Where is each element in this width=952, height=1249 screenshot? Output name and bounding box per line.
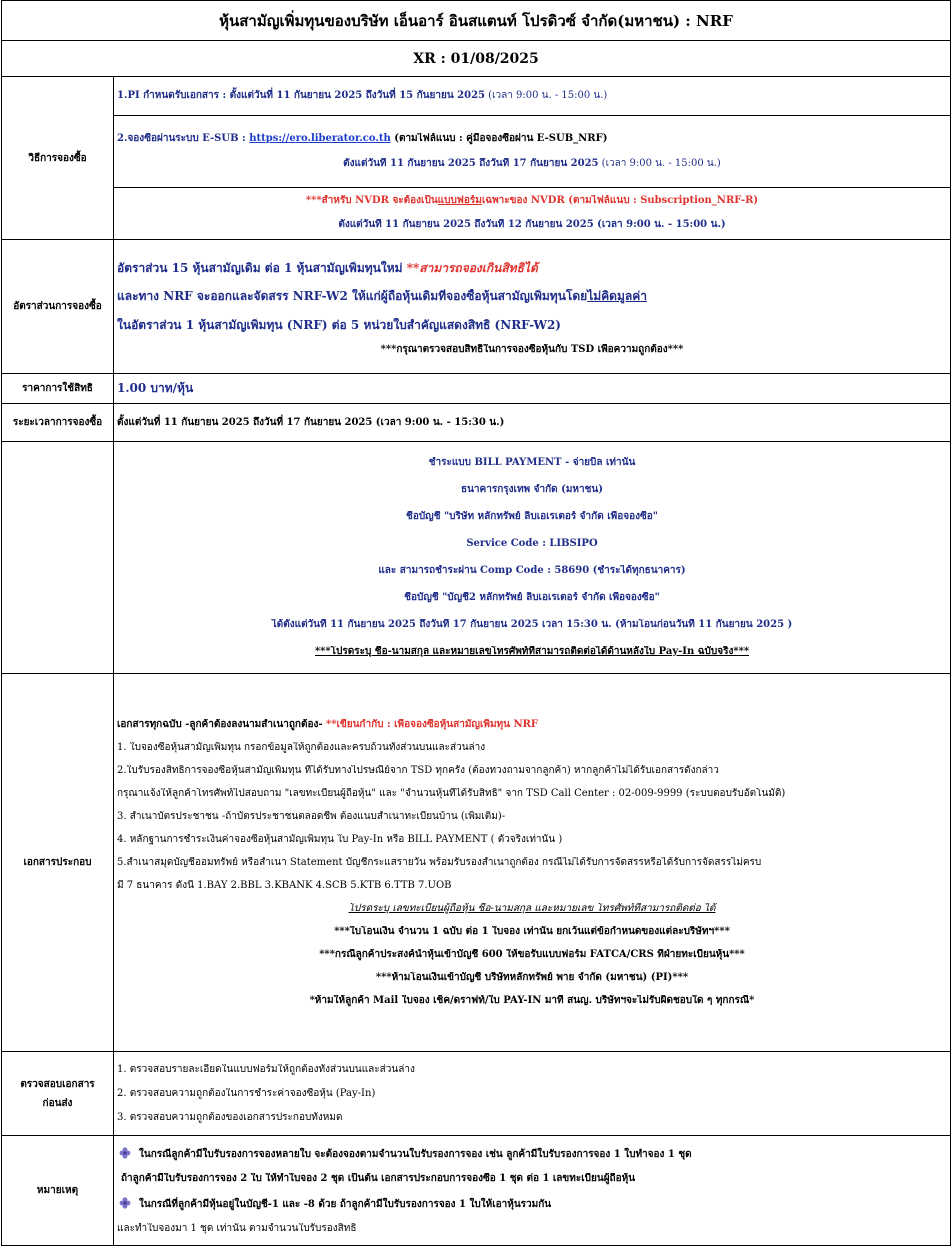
nvdr-line xyxy=(117,195,947,207)
esub-dates-line xyxy=(117,158,947,170)
period-label: ระยะเวลาการจองซื้อ xyxy=(2,404,114,442)
payment-note: ***โปรดระบุ ชื่อ-นามสกุล และหมายเลขโทรศัพท์ที่สามารถติดต่อได้ด้านหลังใบ Pay-In ฉบับจริง*** xyxy=(314,646,750,657)
check-label xyxy=(2,1052,114,1136)
ratio-check-note: ***กรุณาตรวจสอบสิทธิในการจองซื้อหุ้นกับ TSD เพื่อความถูกต้อง*** xyxy=(380,344,684,356)
document-item-5: 5.สำเนาสมุดบัญชีออมทรัพย์ หรือสำเนา Statement บัญชีกระแสรายวัน พร้อมรับรองสำเนาถูกต้อง กรณีไม่ได้รับการจัดสรรหรือได้รับการจัดสรรไม่ครบ xyxy=(117,856,762,868)
document-title: หุ้นสามัญเพิ่มทุนของบริษัท เอ็นอาร์ อินสแตนท์ โปรดิวซ์ จำกัด(มหาชน) : NRF xyxy=(2,1,951,41)
remark-line-1 xyxy=(117,1147,947,1161)
documents-heading-red: **เขียนกำกับ : เพื่อจองซื้อหุ้นสามัญเพิ่มทุน NRF xyxy=(326,718,539,730)
documents-note-2: ***ใบโอนเงิน จำนวน 1 ฉบับ ต่อ 1 ใบจอง เท่านั้น ยกเว้นแต่ข้อกำหนดของแต่ละบริษัทฯ*** xyxy=(334,925,730,937)
payment-line-5: และ สามารถชำระผ่าน Comp Code : 58690 (ชำระได้ทุกธนาคาร) xyxy=(378,565,686,576)
ratio-cell xyxy=(114,240,951,374)
nvdr-pre: ***สำหรับ NVDR จะต้องเป็น xyxy=(305,195,438,207)
check-label-line-1: ตรวจสอบเอกสาร xyxy=(20,1078,95,1090)
flower-bullet-icon xyxy=(119,1197,131,1209)
check-cell xyxy=(114,1052,951,1136)
esub-prefix: 2.จองซื้อผ่านระบบ E-SUB : xyxy=(117,132,250,144)
subscription-info-table xyxy=(1,0,951,1246)
document-item-4: 4. หลักฐานการชำระเงินค่าจองซื้อหุ้นสามัญเพิ่มทุน ใบ Pay-In หรือ BILL PAYMENT ( ตัวจริงเท่านั้น ) xyxy=(117,833,563,845)
documents-note-5: *ห้ามให้ลูกค้า Mail ใบจอง เช็ค/ดราฟท์/ใบ PAY-IN มาที่ สนญ. บริษัทฯจะไม่รับผิดชอบใด ๆ ทุกกรณี* xyxy=(309,994,755,1006)
price-value: 1.00 บาท/หุ้น xyxy=(114,374,951,404)
documents-note-4: ***ห้ามโอนเงินเข้าบัญชี บริษัทหลักทรัพย์ พาย จำกัด (มหาชน) (PI)*** xyxy=(375,971,689,983)
esub-line xyxy=(117,133,947,145)
documents-heading xyxy=(117,719,947,731)
document-item-2: 2.ใบรับรองสิทธิการจองซื้อหุ้นสามัญเพิ่มทุน ที่ได้รับทางไปรษณีย์จาก TSD ทุกครั้ง (ต้องทวงถามจากลูกค้า) หากลูกค้าไม่ได้รับเอกสารดังกล่าว xyxy=(117,764,719,776)
document-item-5-banks: มี 7 ธนาคาร ดังนี้ 1.BAY 2.BBL 3.KBANK 4.SCB 5.KTB 6.TTB 7.UOB xyxy=(117,879,452,891)
esub-dates: ตั้งแต่วันที่ 11 กันยายน 2025 ถึงวันที่ 17 กันยายน 2025 xyxy=(343,157,599,169)
document-item-2-cont: กรุณาแจ้งให้ลูกค้าโทรศัพท์ไปสอบถาม "เลขทะเบียนผู้ถือหุ้น" และ "จำนวนหุ้นที่ได้รับสิทธิ" จาก TSD Call Center : 02-009-9999 (ระบบตอบรับอัตโนมัติ) xyxy=(117,787,786,799)
esub-suffix: (ตามไฟล์แนบ : คู่มือจองซื้อผ่าน E-SUB_NRF) xyxy=(390,132,608,144)
document-item-1: 1. ใบจองซื้อหุ้นสามัญเพิ่มทุน กรอกข้อมูลให้ถูกต้องและครบถ้วนทั้งส่วนบนและส่วนล่าง xyxy=(117,741,486,753)
payment-line-3: ชื่อบัญชี "บริษัท หลักทรัพย์ ลิบเอเรเตอร์ จำกัด เพื่อจองซื้อ" xyxy=(406,511,658,522)
payment-line-6: ชื่อบัญชี "บัญชี2 หลักทรัพย์ ลิบเอเรเตอร์ จำกัด เพื่อจองซื้อ" xyxy=(404,592,660,603)
ratio-text: อัตราส่วน 15 หุ้นสามัญเดิม ต่อ 1 หุ้นสามัญเพิ่มทุนใหม่ xyxy=(117,260,407,275)
check-item-1: 1. ตรวจสอบรายละเอียดในแบบฟอร์มให้ถูกต้องทั้งส่วนบนและส่วนล่าง xyxy=(117,1063,415,1075)
remarks-label: หมายเหตุ xyxy=(2,1136,114,1246)
oversubscribe-note: **สามารถจองเกินสิทธิได้ xyxy=(406,260,538,275)
check-item-3: 3. ตรวจสอบความถูกต้องของเอกสารประกอบทั้งหมด xyxy=(117,1111,343,1123)
subscribe-method-label: วิธีการจองซื้อ xyxy=(2,77,114,240)
ratio-line-3: ในอัตราส่วน 1 หุ้นสามัญเพิ่มทุน (NRF) ต่อ 5 หน่วยใบสำคัญแสดงสิทธิ (NRF-W2) xyxy=(117,317,561,332)
nvdr-block xyxy=(114,187,950,239)
remark-line-3 xyxy=(117,1197,947,1211)
flower-bullet-icon xyxy=(119,1147,131,1159)
price-label: ราคาการใช้สิทธิ xyxy=(2,374,114,404)
check-label-line-2: ก่อนส่ง xyxy=(42,1097,73,1109)
payment-line-1: ชำระแบบ BILL PAYMENT - จ่ายบิล เท่านั้น xyxy=(428,457,636,468)
remark-line-4: และทำใบจองมา 1 ชุด เท่านั้น ตามจำนวนใบรับรองสิทธิ xyxy=(117,1222,357,1234)
esub-time: (เวลา 9:00 น. - 15:00 น.) xyxy=(598,157,721,169)
ratio-line-2 xyxy=(117,289,947,303)
payment-label xyxy=(2,442,114,674)
payment-line-7: ได้ตั้งแต่วันที่ 11 กันยายน 2025 ถึงวันที่ 17 กันยายน 2025 เวลา 15:30 น. (ห้ามโอนก่อนวันที่ 11 กันยายน 2025 ) xyxy=(271,619,793,630)
documents-cell xyxy=(114,674,951,1052)
nvdr-dates-line xyxy=(117,219,947,231)
check-item-2: 2. ตรวจสอบความถูกต้องในการชำระค่าจองซื้อหุ้น (Pay-In) xyxy=(117,1087,376,1099)
remark-line-2: ถ้าลูกค้ามีใบรับรองการจอง 2 ใบ ให้ทำใบจอง 2 ชุด เป็นต้น เอกสารประกอบการจองซื้อ 1 ชุด ต่อ 1 เลขทะเบียนผู้ถือหุ้น xyxy=(121,1172,636,1184)
nvdr-post: เฉพาะของ NVDR (ตามไฟล์แนบ : Subscription_NRF-R) xyxy=(481,195,759,207)
esub-link[interactable]: https://ero.liberator.co.th xyxy=(249,132,391,144)
nvdr-form: แบบฟอร์ม xyxy=(437,195,482,207)
documents-note-1: โปรดระบุ เลขทะเบียนผู้ถือหุ้น ชื่อ-นามสกุล และหมายเลข โทรศัพท์ที่สามารถติดต่อ ได้ xyxy=(348,902,716,914)
warrant-text: และทาง NRF จะออกและจัดสรร NRF-W2 ให้แก่ผู้ถือหุ้นเดิมที่จองซื้อหุ้นสามัญเพิ่มทุนโดย xyxy=(117,289,588,304)
payment-cell xyxy=(114,442,951,674)
nvdr-time: (เวลา 9:00 น. - 15:00 น.) xyxy=(593,219,726,231)
period-value: ตั้งแต่วันที่ 11 กันยายน 2025 ถึงวันที่ 17 กันยายน 2025 (เวลา 9:00 น. - 15:30 น.) xyxy=(114,404,951,442)
esub-block xyxy=(114,115,950,187)
xr-date: XR : 01/08/2025 xyxy=(2,41,951,77)
free-of-charge: ไม่คิดมูลค่า xyxy=(587,289,647,304)
payment-line-4: Service Code : LIBSIPO xyxy=(466,538,598,549)
payment-line-2: ธนาคารกรุงเทพ จำกัด (มหาชน) xyxy=(460,484,603,495)
documents-note-3: ***กรณีลูกค้าประสงค์นำหุ้นเข้าบัญชี 600 ให้ขอรับแบบฟอร์ม FATCA/CRS ที่ฝ่ายทะเบียนหุ้น*** xyxy=(319,948,745,960)
documents-heading-text: เอกสารทุกฉบับ -ลูกค้าต้องลงนามสำเนาถูกต้อง- xyxy=(117,718,326,730)
pi-prefix: 1.PI กำหนดรับเอกสาร : xyxy=(117,89,230,101)
document-item-3: 3. สำเนาบัตรประชาชน -ถ้าบัตรประชาชนตลอดชีพ ต้องแนบสำเนาทะเบียนบ้าน (เพิ่มเติม)- xyxy=(117,810,506,822)
pi-time: (เวลา 9:00 น. - 15:00 น.) xyxy=(484,89,608,101)
remark-text-1: ในกรณีลูกค้ามีใบรับรองการจองหลายใบ จะต้องจองตามจำนวนใบรับรองการจอง เช่น ลูกค้ามีใบรับรองการจอง 1 ใบทำจอง 1 ชุด xyxy=(139,1148,692,1160)
remarks-cell xyxy=(114,1136,951,1246)
nvdr-dates: ตั้งแต่วันที่ 11 กันยายน 2025 ถึงวันที่ 12 กันยายน 2025 xyxy=(338,219,594,231)
pi-dates: ตั้งแต่วันที่ 11 กันยายน 2025 ถึงวันที่ 15 กันยายน 2025 xyxy=(229,89,485,101)
documents-label: เอกสารประกอบ xyxy=(2,674,114,1052)
ratio-line-1 xyxy=(117,261,947,275)
remark-text-3: ในกรณีที่ลูกค้ามีหุ้นอยู่ในบัญชี-1 และ -8 ด้วย ถ้าลูกค้ามีใบรับรองการจอง 1 ใบให้เอาหุ้นรวมกัน xyxy=(139,1198,552,1210)
ratio-label: อัตราส่วนการจองซื้อ xyxy=(2,240,114,374)
subscribe-method-cell xyxy=(114,77,951,240)
pi-line xyxy=(114,77,950,115)
